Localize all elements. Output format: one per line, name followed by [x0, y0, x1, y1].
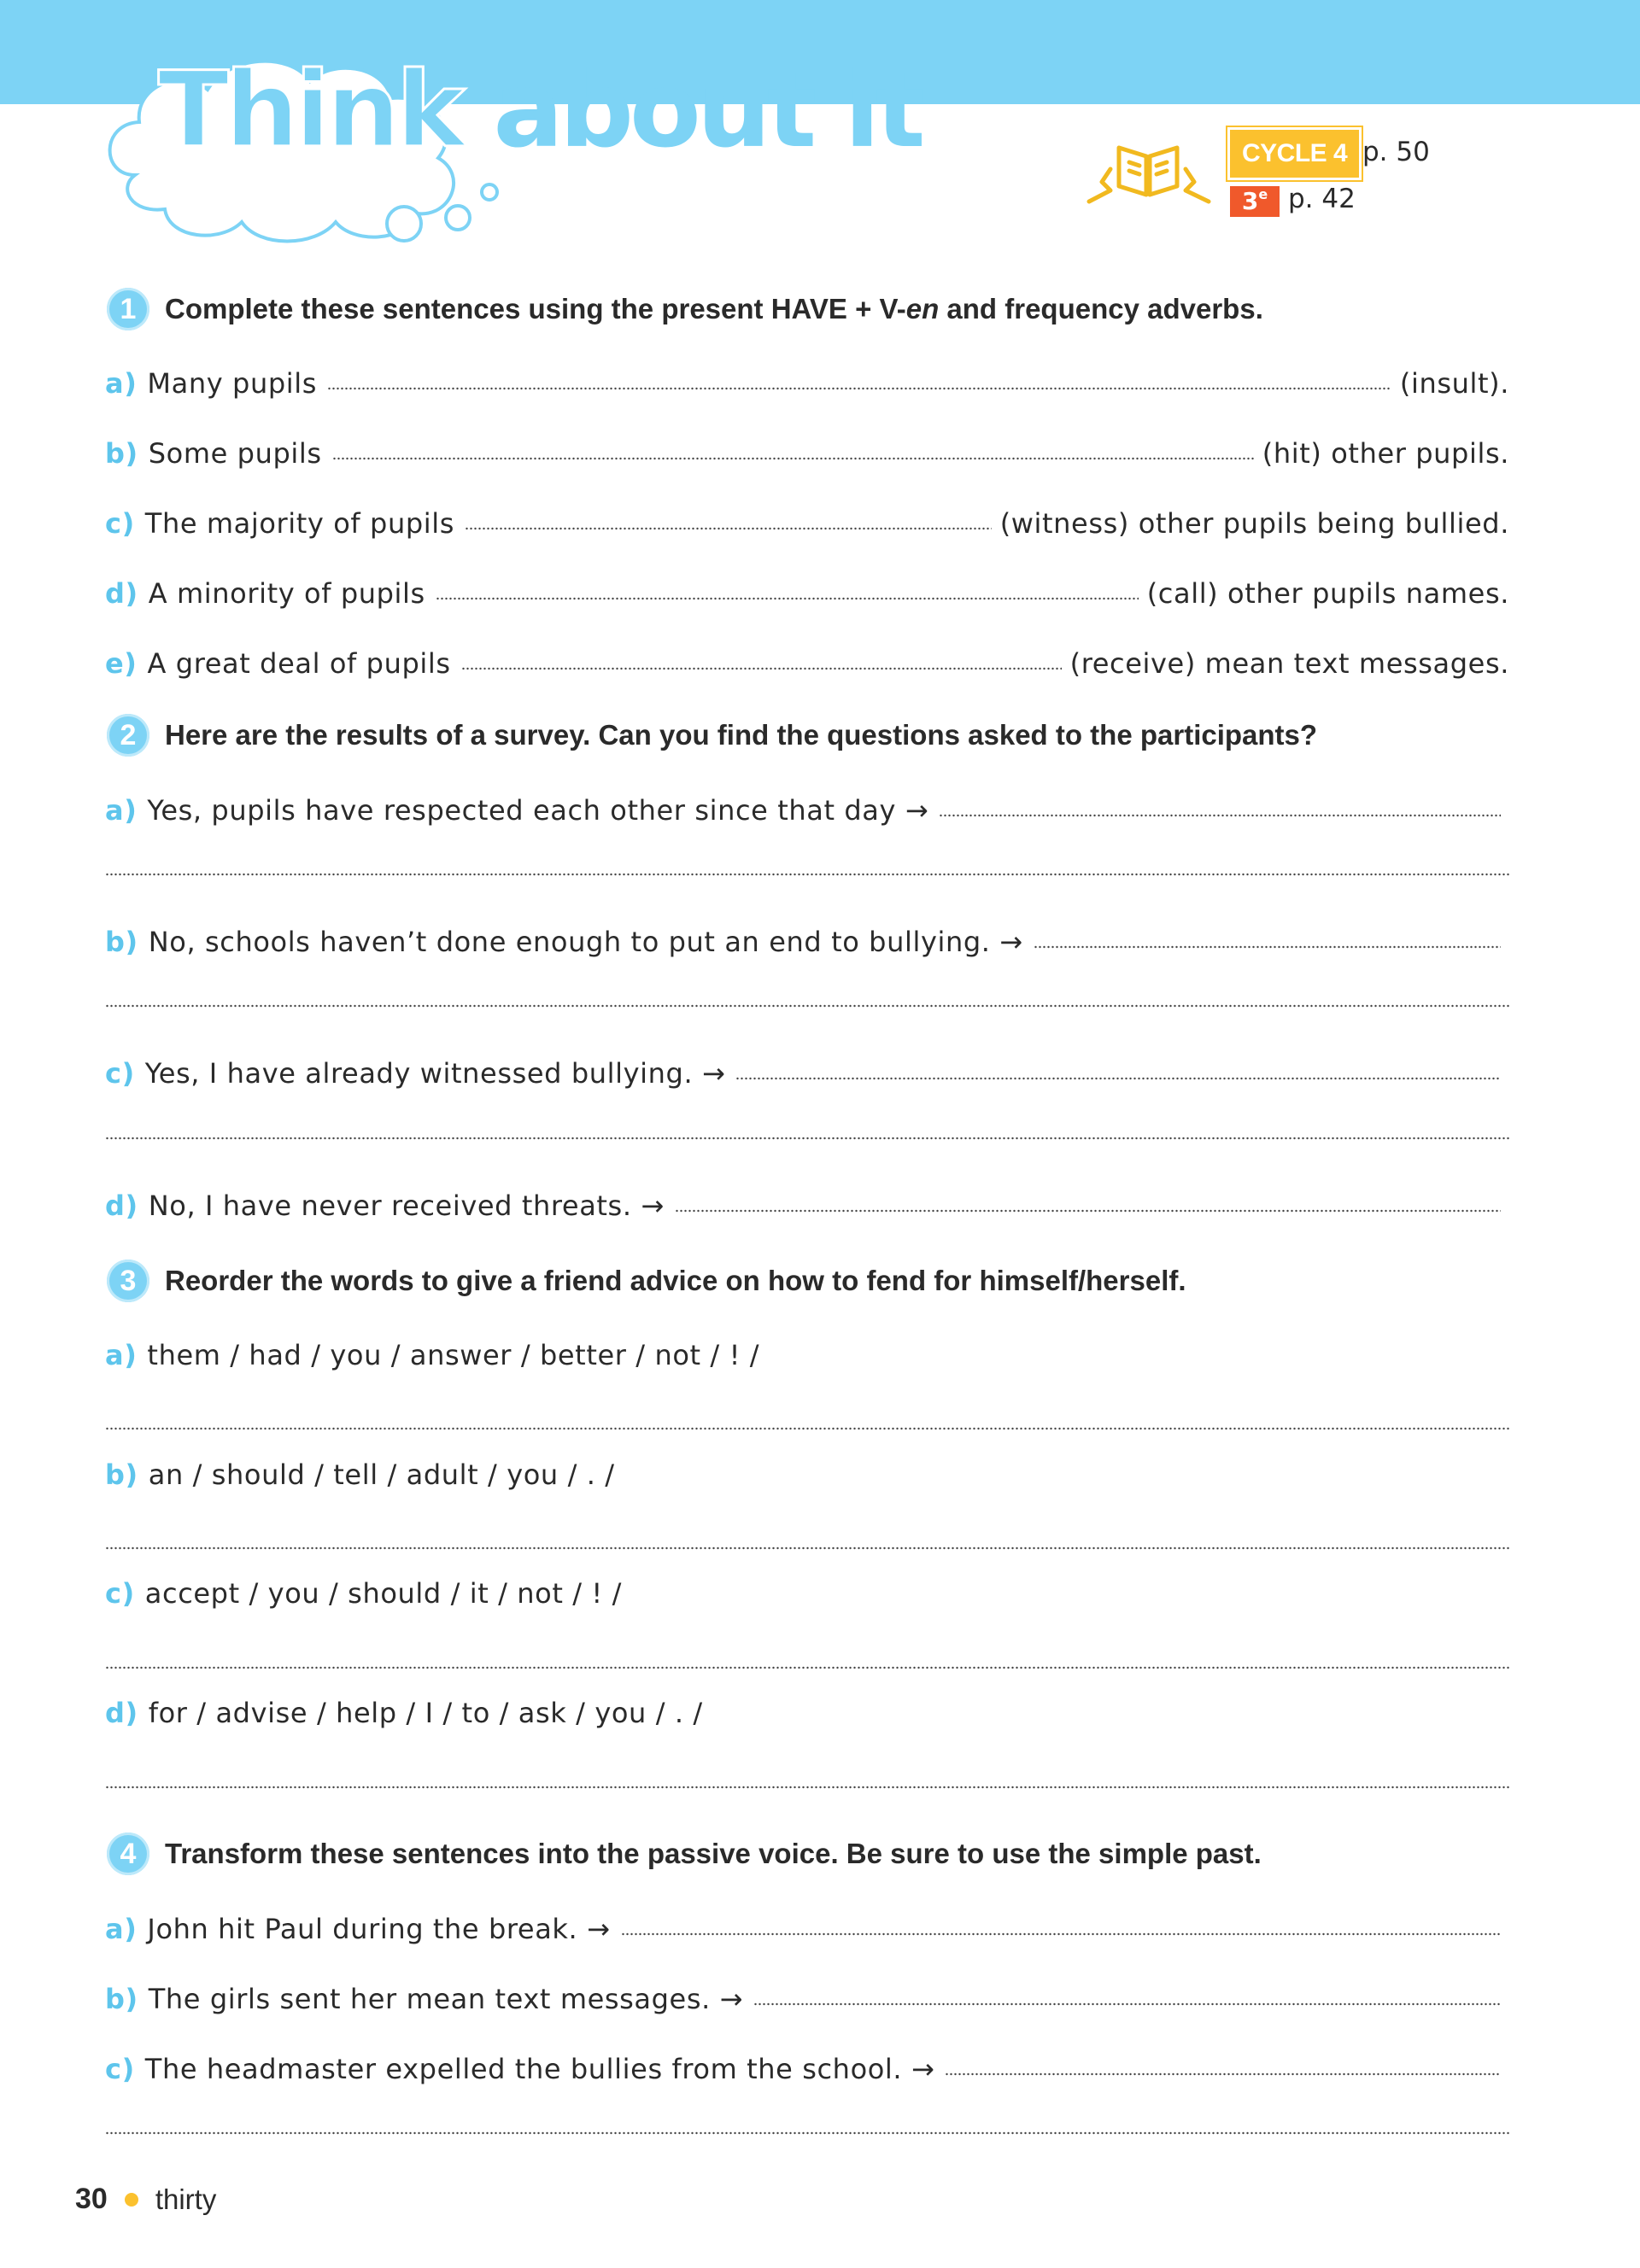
item-verb-hint: (receive) mean text messages. [1069, 647, 1509, 680]
item-label: a) [105, 367, 138, 400]
answer-blank[interactable] [327, 386, 1391, 391]
exercise-number-badge: 3 [107, 1260, 149, 1302]
item-label: b) [105, 437, 138, 470]
item-text: John hit Paul during the break. → [147, 1913, 611, 1945]
item-text: No, I have never received threats. → [148, 1190, 665, 1222]
item-label: a) [105, 794, 138, 827]
item-label: a) [105, 1913, 138, 1945]
answer-blank[interactable] [465, 526, 992, 531]
item-label: c) [105, 2053, 135, 2085]
answer-line[interactable] [105, 1136, 1509, 1141]
grade-page-ref: p. 42 [1288, 184, 1356, 214]
item-label: d) [105, 1697, 138, 1729]
item-label: a) [105, 1339, 138, 1371]
answer-line[interactable] [105, 1785, 1509, 1790]
exercise-4-instruction: Transform these sentences into the passive voice. Be sure to use the simple past. [165, 1838, 1262, 1869]
item-verb-hint: (hit) other pupils. [1262, 437, 1509, 470]
page-number-word: thirty [155, 2183, 217, 2215]
item-text: accept / you / should / it / not / ! / [144, 1577, 623, 1610]
item-text: The girls sent her mean text messages. → [148, 1983, 744, 2015]
page-number: 30 [75, 2183, 108, 2215]
exercise-number-badge: 4 [107, 1833, 149, 1875]
bullet-dot-icon [125, 2193, 138, 2207]
exercise-3-item-b [105, 1452, 1509, 1491]
item-text: Some pupils [148, 437, 322, 470]
item-text: them / had / you / answer / better / not / ! / [147, 1339, 760, 1371]
exercise-number-badge: 2 [107, 714, 149, 757]
page-title [158, 50, 922, 171]
answer-line[interactable] [105, 1426, 1509, 1431]
exercise-2-instruction: Here are the results of a survey. Can you find the questions asked to the participants? [165, 719, 1318, 751]
item-label: d) [105, 577, 138, 610]
grade-3e-badge [1230, 186, 1280, 217]
item-text: No, schools haven’t done enough to put an end to bullying. → [148, 926, 1023, 958]
item-text: A great deal of pupils [147, 647, 451, 680]
item-text: The headmaster expelled the bullies from the school. → [144, 2053, 935, 2085]
answer-blank[interactable] [735, 1076, 1501, 1081]
exercise-4-heading [107, 1830, 1262, 1878]
grade-number: 3 [1241, 187, 1259, 215]
answer-blank[interactable] [1034, 944, 1501, 950]
item-text: for / advise / help / I / to / ask / you / . / [148, 1697, 703, 1729]
exercise-4-item-a [105, 1906, 1509, 1945]
answer-blank[interactable] [945, 2072, 1501, 2077]
item-verb-hint: (witness) other pupils being bullied. [999, 507, 1509, 540]
exercise-3-heading [107, 1257, 1186, 1305]
exercise-4-item-b [105, 1976, 1509, 2015]
exercise-3-item-c [105, 1570, 1509, 1610]
item-verb-hint: (insult). [1399, 367, 1509, 400]
instruction-part: and frequency adverbs. [939, 293, 1263, 324]
title-word-about-it: about it [493, 50, 922, 171]
answer-blank[interactable] [939, 813, 1501, 818]
item-label: c) [105, 1057, 135, 1090]
grade-suffix: e [1258, 186, 1268, 202]
exercise-1-item-c [105, 500, 1509, 540]
answer-line[interactable] [105, 872, 1509, 877]
answer-line[interactable] [105, 2131, 1509, 2136]
answer-blank[interactable] [332, 456, 1254, 461]
answer-line[interactable] [105, 1665, 1509, 1670]
exercise-2-item-a [105, 787, 1509, 827]
exercise-number-badge: 1 [107, 288, 149, 330]
answer-blank[interactable] [621, 1932, 1501, 1937]
exercise-1-item-b [105, 430, 1509, 470]
answer-line[interactable] [105, 1546, 1509, 1551]
exercise-2-item-d [105, 1183, 1509, 1222]
item-verb-hint: (call) other pupils names. [1146, 577, 1509, 610]
exercise-1-item-a [105, 360, 1509, 400]
answer-blank[interactable] [753, 2002, 1501, 2007]
exercise-1-heading [107, 285, 1263, 333]
book-reading-icon [1085, 135, 1213, 205]
exercise-4-item-c [105, 2046, 1509, 2085]
item-text: A minority of pupils [148, 577, 425, 610]
item-text: Yes, I have already witnessed bullying. → [144, 1057, 726, 1090]
answer-blank[interactable] [461, 666, 1062, 671]
item-label: b) [105, 1458, 138, 1491]
exercise-1-instruction [165, 293, 1263, 325]
cycle-page-ref: p. 50 [1362, 137, 1430, 167]
item-text: Many pupils [147, 367, 317, 400]
item-label: c) [105, 1577, 135, 1610]
exercise-1-item-e [105, 640, 1509, 680]
item-text: an / should / tell / adult / you / . / [148, 1458, 615, 1491]
title-word-think: Think [158, 50, 461, 171]
item-label: c) [105, 507, 135, 540]
item-text: Yes, pupils have respected each other since that day → [147, 794, 929, 827]
exercise-3-item-a [105, 1332, 1509, 1371]
exercise-3-instruction: Reorder the words to give a friend advice on how to fend for himself/herself. [165, 1265, 1186, 1296]
item-label: e) [105, 647, 138, 680]
exercise-3-item-d [105, 1690, 1509, 1729]
item-label: d) [105, 1190, 138, 1222]
exercise-2-item-b [105, 919, 1509, 958]
answer-blank[interactable] [436, 596, 1139, 601]
item-text: The majority of pupils [144, 507, 455, 540]
exercise-2-item-c [105, 1050, 1509, 1090]
item-label: b) [105, 926, 138, 958]
item-label: b) [105, 1983, 138, 2015]
answer-blank[interactable] [675, 1208, 1501, 1213]
instruction-part: Complete these sentences using the present HAVE + V- [165, 293, 906, 324]
instruction-italic: en [905, 293, 940, 324]
page-footer [75, 2183, 216, 2216]
cycle-4-badge: CYCLE 4 [1230, 130, 1359, 178]
answer-line[interactable] [105, 1003, 1509, 1008]
exercise-1-item-d [105, 570, 1509, 610]
exercise-2-heading [107, 711, 1317, 759]
